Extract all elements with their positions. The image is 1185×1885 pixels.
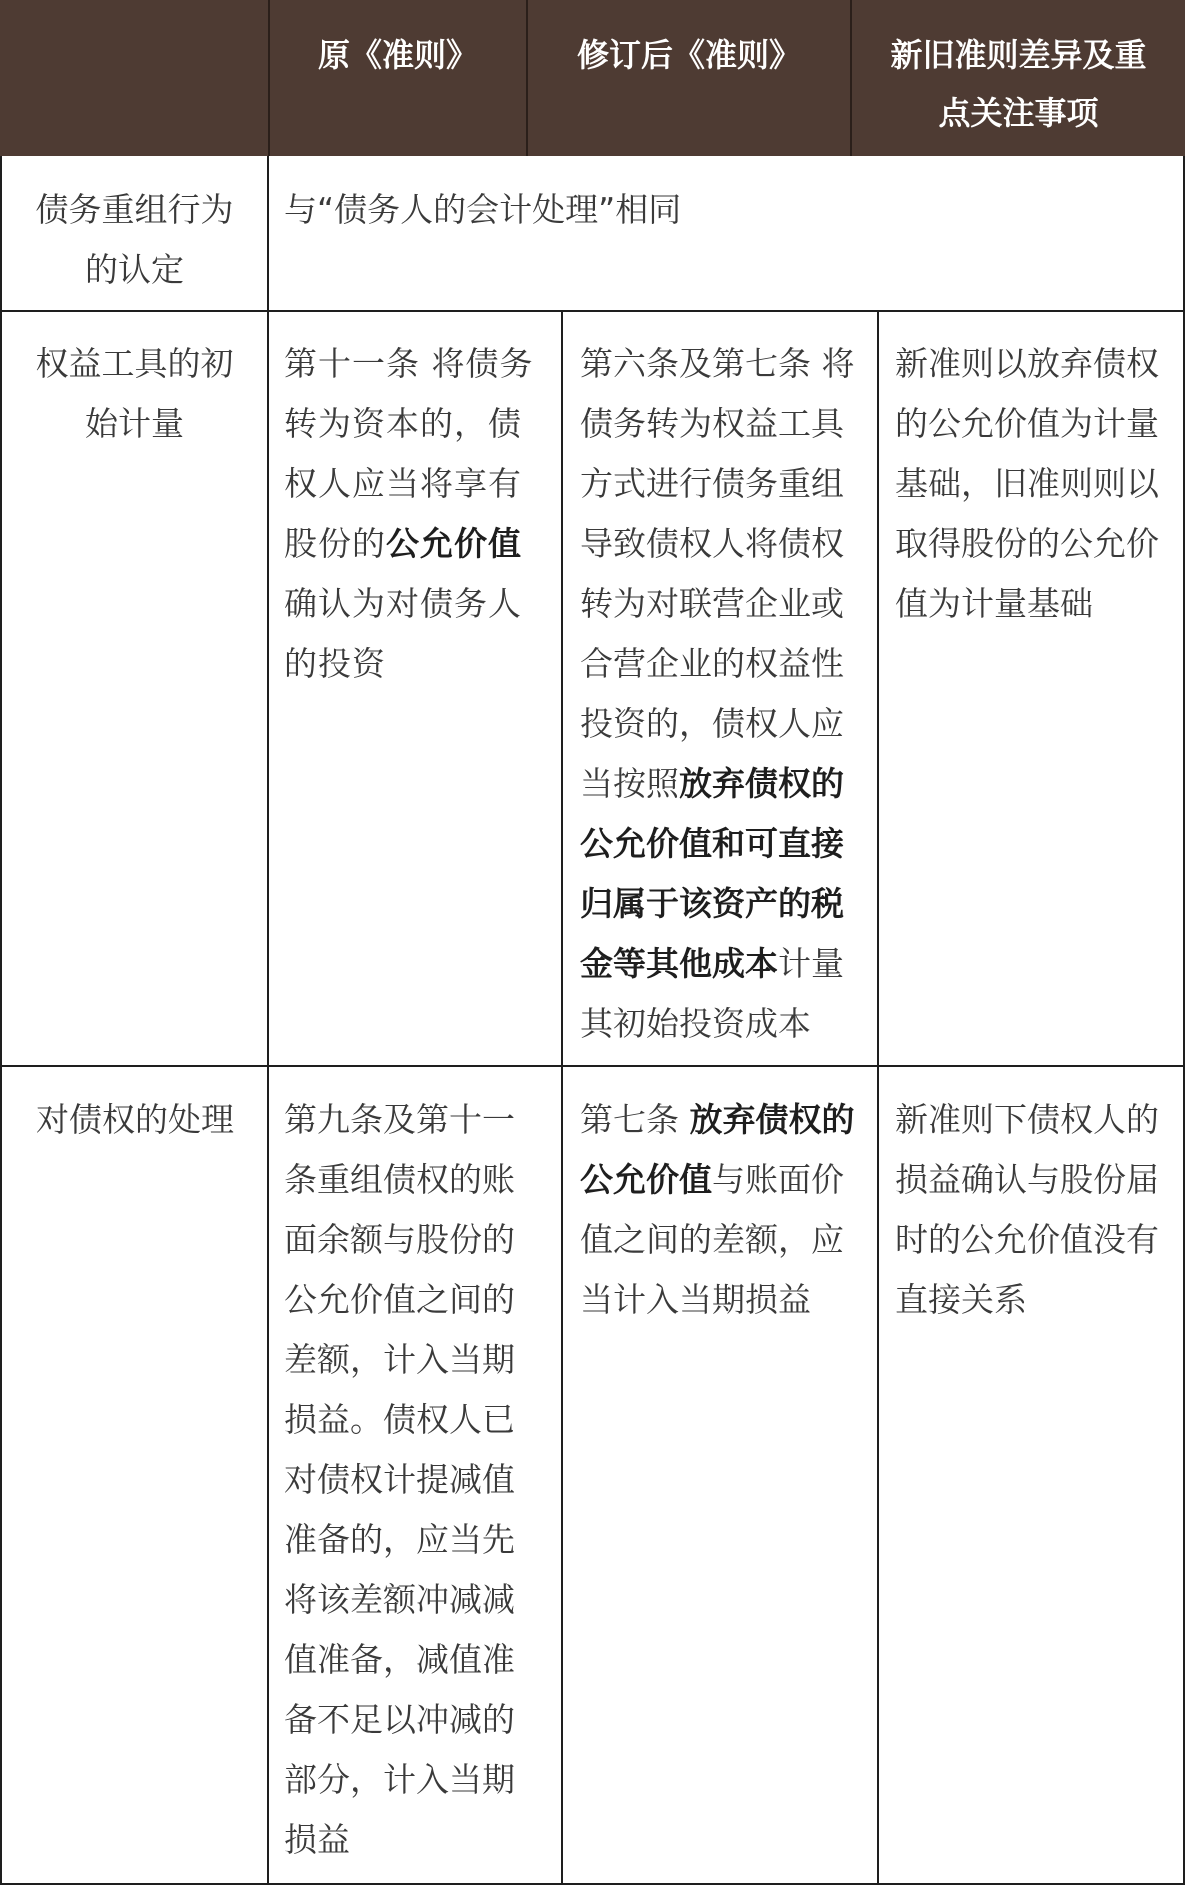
- row-divider: [0, 1065, 1185, 1067]
- merged-cell-same-as-debtor: 与“债务人的会计处理”相同: [284, 190, 682, 229]
- row-divider: [0, 310, 1185, 312]
- difference-text: 新准则以放弃债权的公允价值为计量基础，旧准则则以取得股份的公允价值为计量基础: [895, 344, 1159, 623]
- row-label-debt-restructuring-recognition: 债务重组行为的认定: [35, 190, 234, 289]
- column-divider: [267, 156, 269, 1885]
- row-label-claim-handling: 对债权的处理: [36, 1100, 234, 1139]
- column-divider: [877, 310, 879, 1885]
- difference-text: 新准则下债权人的损益确认与股份届时的公允价值没有直接关系: [895, 1100, 1159, 1319]
- revised-standard-text: 第七条 放弃债权的公允价值与账面价值之间的差额，应当计入当期损益: [580, 1100, 855, 1319]
- header-revised-standard: 修订后《准则》: [526, 0, 850, 156]
- original-standard-text: 第九条及第十一条重组债权的账面余额与股份的公允价值之间的差额，计入当期损益。债权人已对债权计提减值准备的，应当先将该差额冲减减值准备，减值准备不足以冲减的部分，计入当期损益: [284, 1100, 515, 1859]
- header-differences: 新旧准则差异及重点关注事项: [850, 0, 1185, 156]
- column-divider: [561, 310, 563, 1885]
- revised-standard-text: 第六条及第七条 将债务转为权益工具方式进行债务重组导致债权人将债权转为对联营企业或合营企业的权益性投资的，债权人应当按照放弃债权的公允价值和可直接归属于该资产的税金等其他成本计量其初始投资成本: [580, 344, 855, 1043]
- original-standard-text: 第十一条 将债务转为资本的，债权人应当将享有股份的公允价值确认为对债务人的投资: [284, 344, 534, 683]
- header-original-standard: 原《准则》: [268, 0, 526, 156]
- row-label-initial-measurement: 权益工具的初始计量: [35, 344, 234, 443]
- header-empty-cell: [0, 0, 268, 156]
